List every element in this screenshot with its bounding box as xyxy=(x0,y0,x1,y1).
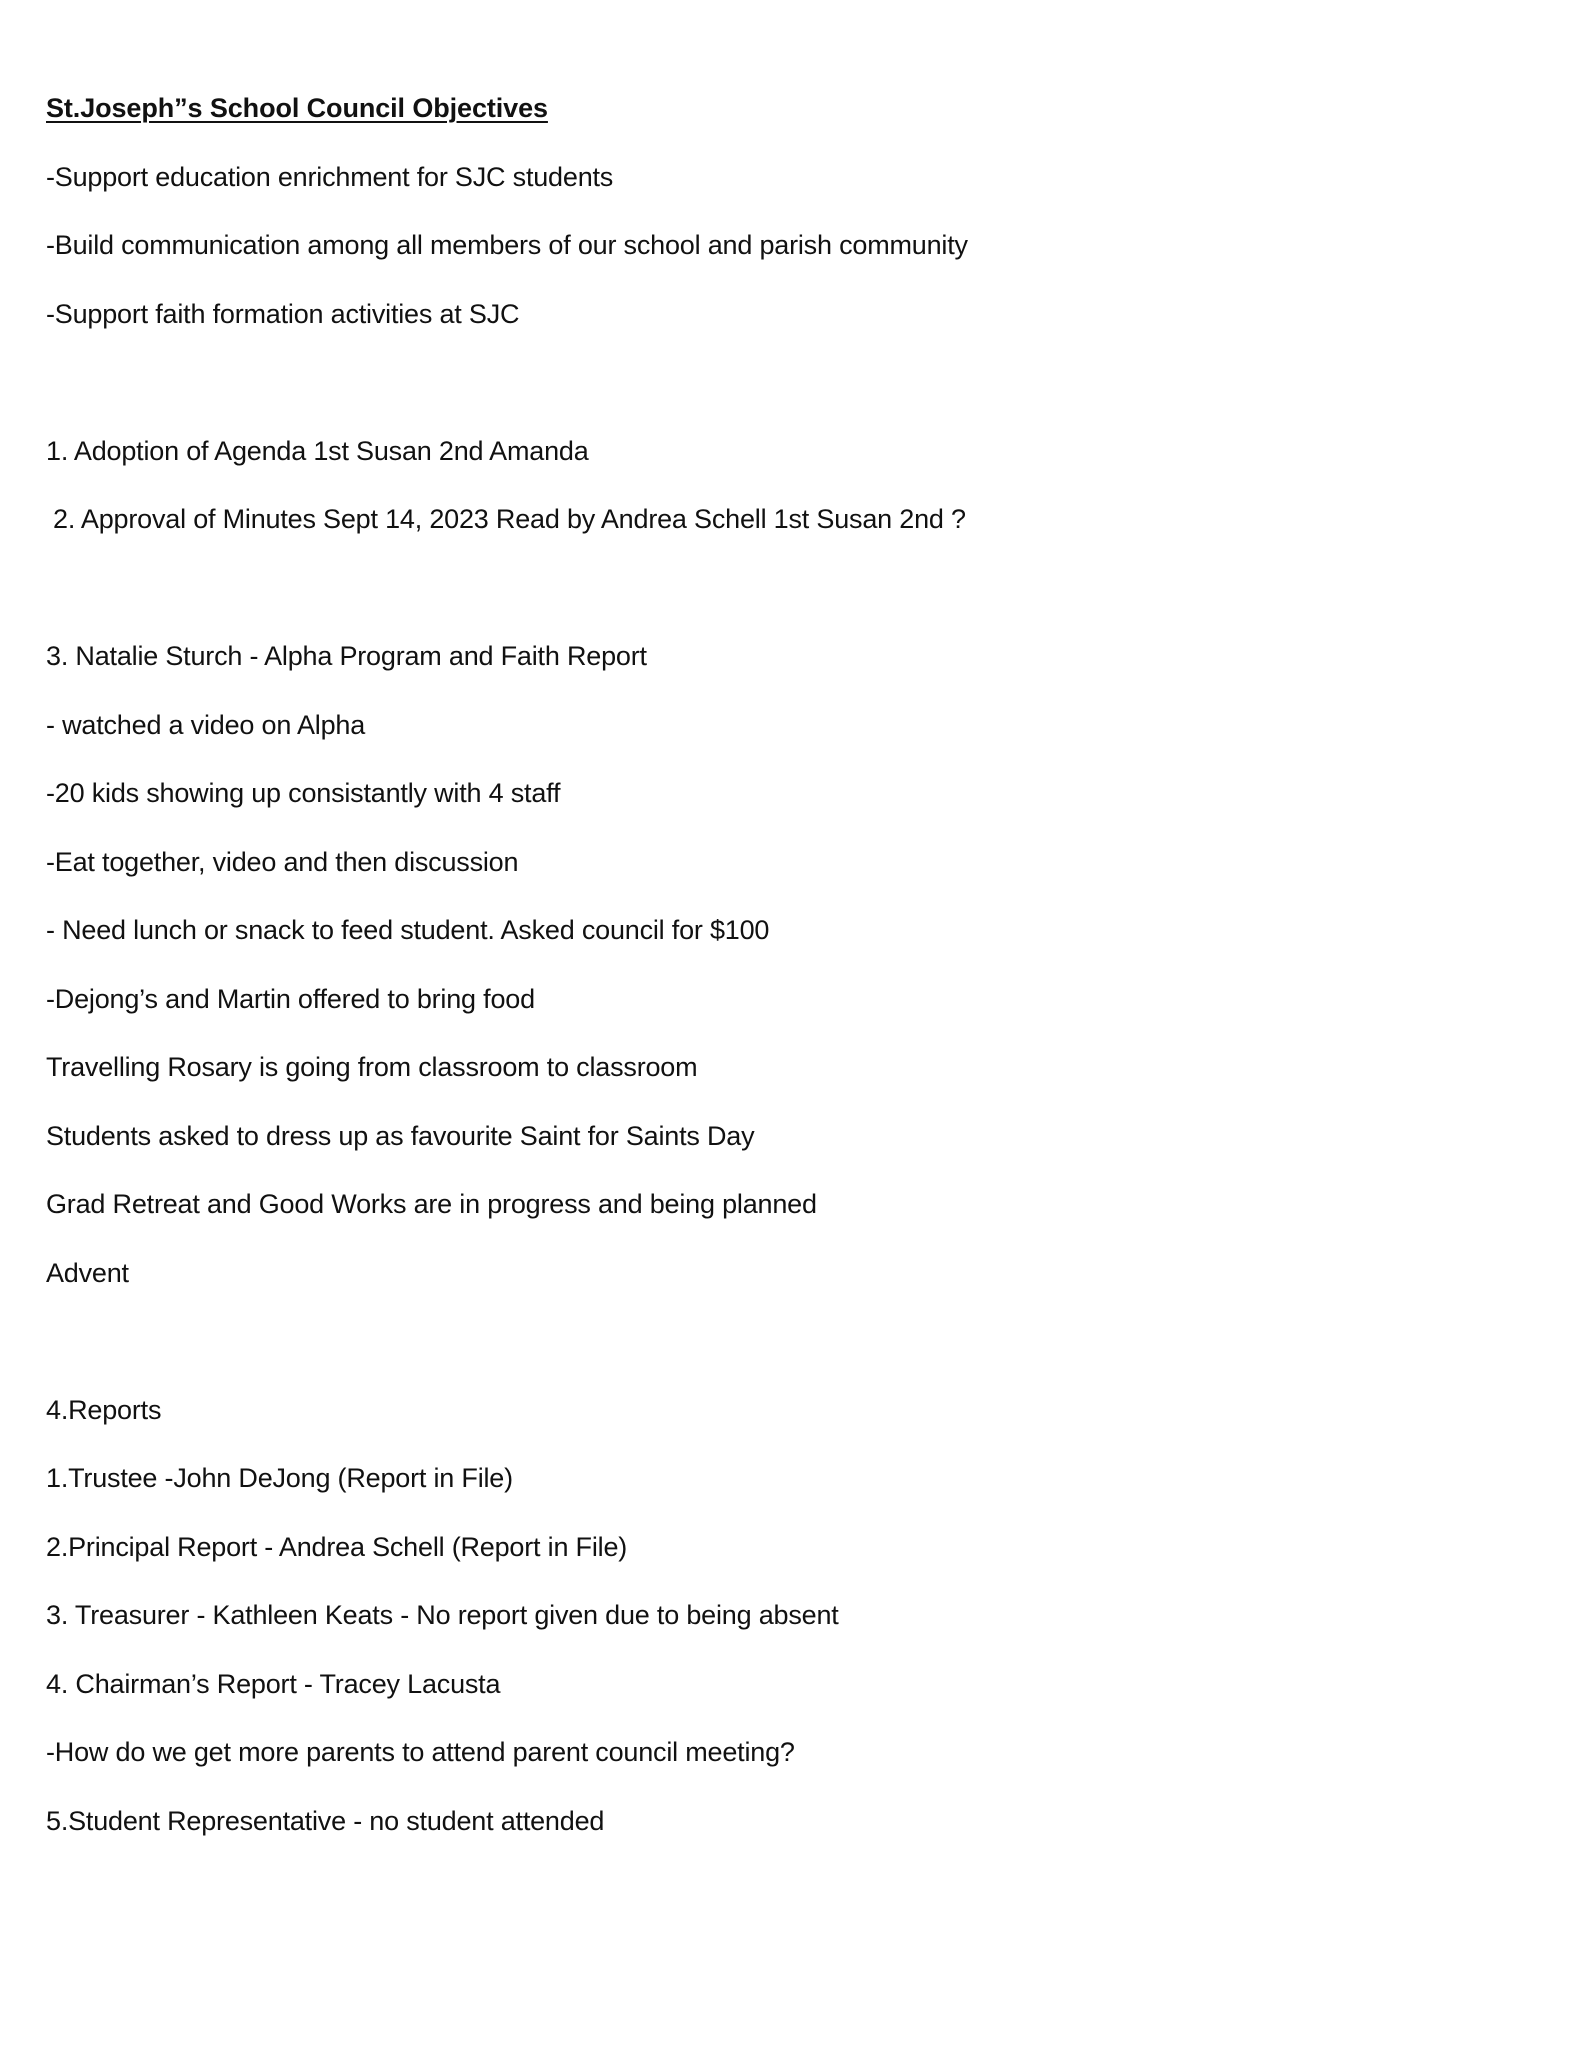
objectives-list xyxy=(46,143,1526,349)
spacer xyxy=(46,348,1526,417)
document-page xyxy=(46,74,1526,1855)
agenda-item-adoption: 1. Adoption of Agenda 1st Susan 2nd Amanda xyxy=(46,435,589,466)
faith-report-line: -20 kids showing up consistantly with 4 staff xyxy=(46,778,561,808)
objective-item: -Support education enrichment for SJC students xyxy=(46,161,614,192)
report-chairman-note: -How do we get more parents to attend parent council meeting? xyxy=(46,1737,795,1767)
faith-report-line: -Eat together, video and then discussion xyxy=(46,846,519,877)
faith-report-line: - watched a video on Alpha xyxy=(46,709,366,740)
faith-report-line: - Need lunch or snack to feed student. Asked council for $100 xyxy=(46,915,770,945)
agenda-section xyxy=(46,417,1526,554)
faith-report-section xyxy=(46,622,1526,1307)
reports-section xyxy=(46,1376,1526,1856)
report-student-representative: 5.Student Representative - no student attended xyxy=(46,1805,605,1836)
faith-report-line: Advent xyxy=(46,1257,129,1288)
faith-report-heading: 3. Natalie Sturch - Alpha Program and Faith Report xyxy=(46,641,647,671)
faith-report-line: Students asked to dress up as favourite Saint for Saints Day xyxy=(46,1120,755,1151)
objective-item: -Support faith formation activities at SJC xyxy=(46,298,520,329)
report-trustee: 1.Trustee -John DeJong (Report in File) xyxy=(46,1463,513,1493)
agenda-item-minutes-approval: 2. Approval of Minutes Sept 14, 2023 Read by Andrea Schell 1st Susan 2nd ? xyxy=(53,504,966,534)
faith-report-line: Grad Retreat and Good Works are in progress and being planned xyxy=(46,1189,817,1219)
report-chairman: 4. Chairman’s Report - Tracey Lacusta xyxy=(46,1668,501,1699)
report-principal: 2.Principal Report - Andrea Schell (Report in File) xyxy=(46,1531,628,1562)
spacer xyxy=(46,554,1526,623)
document-title: St.Joseph”s School Council Objectives xyxy=(46,93,548,123)
faith-report-line: Travelling Rosary is going from classroom to classroom xyxy=(46,1052,698,1082)
objective-item: -Build communication among all members of our school and parish community xyxy=(46,230,968,260)
spacer xyxy=(46,1307,1526,1376)
reports-heading: 4.Reports xyxy=(46,1394,162,1425)
faith-report-line: -Dejong’s and Martin offered to bring food xyxy=(46,983,535,1014)
report-treasurer: 3. Treasurer - Kathleen Keats - No report given due to being absent xyxy=(46,1600,839,1630)
